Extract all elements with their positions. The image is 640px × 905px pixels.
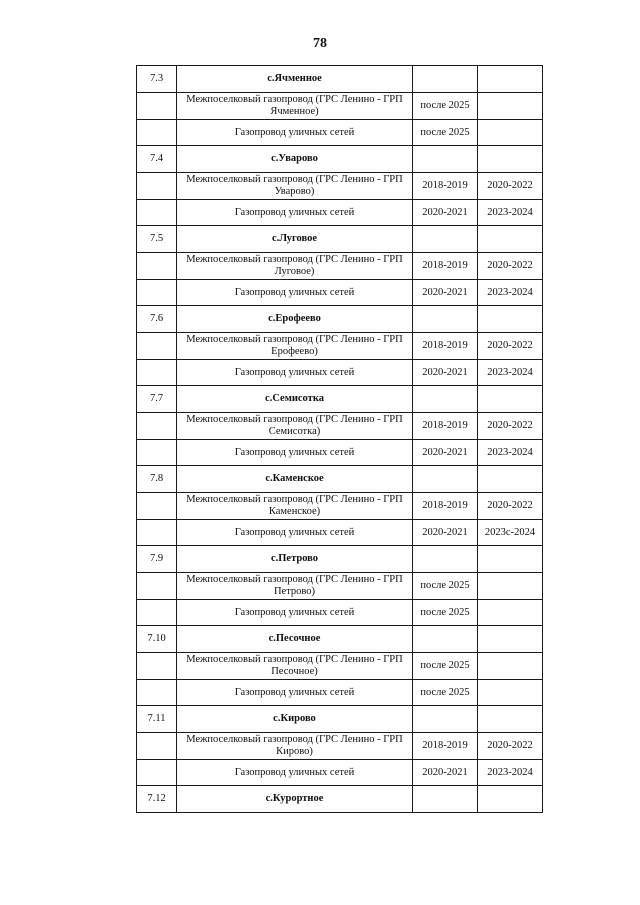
- period-b: 2020-2022: [478, 493, 543, 520]
- period-a: после 2025: [413, 93, 478, 120]
- section-header-row: [137, 626, 543, 653]
- empty-cell: [478, 146, 543, 173]
- empty-cell: [478, 226, 543, 253]
- period-b: 2023-2024: [478, 280, 543, 306]
- item-label: Газопровод уличных сетей: [177, 360, 413, 386]
- village-name: с.Песочное: [177, 626, 413, 653]
- empty-cell: [413, 226, 478, 253]
- item-label: Газопровод уличных сетей: [177, 680, 413, 706]
- table-row: [137, 360, 543, 386]
- item-label: Межпоселковый газопровод (ГРС Ленино - ГРП Песочное): [177, 653, 413, 680]
- table-row: [137, 440, 543, 466]
- empty-cell: [413, 546, 478, 573]
- empty-cell: [478, 786, 543, 813]
- table-row: [137, 120, 543, 146]
- period-b: [478, 653, 543, 680]
- empty-cell: [478, 386, 543, 413]
- table-row: [137, 600, 543, 626]
- village-name: с.Ячменное: [177, 66, 413, 93]
- period-b: 2020-2022: [478, 413, 543, 440]
- section-number: 7.9: [137, 546, 177, 573]
- period-a: после 2025: [413, 600, 478, 626]
- empty-cell: [478, 466, 543, 493]
- empty-cell: [413, 626, 478, 653]
- section-number: 7.10: [137, 626, 177, 653]
- empty-cell: [478, 546, 543, 573]
- empty-cell: [413, 306, 478, 333]
- empty-cell: [137, 733, 177, 760]
- empty-cell: [137, 573, 177, 600]
- page-number: 78: [313, 36, 327, 51]
- period-b: 2020-2022: [478, 333, 543, 360]
- empty-cell: [137, 173, 177, 200]
- period-b: 2020-2022: [478, 173, 543, 200]
- item-label: Межпоселковый газопровод (ГРС Ленино - ГРП Луговое): [177, 253, 413, 280]
- empty-cell: [413, 466, 478, 493]
- period-b: 2023-2024: [478, 760, 543, 786]
- period-a: 2018-2019: [413, 253, 478, 280]
- section-number: 7.3: [137, 66, 177, 93]
- period-a: после 2025: [413, 680, 478, 706]
- village-name: с.Семисотка: [177, 386, 413, 413]
- empty-cell: [137, 120, 177, 146]
- section-number: 7.6: [137, 306, 177, 333]
- item-label: Газопровод уличных сетей: [177, 200, 413, 226]
- empty-cell: [413, 66, 478, 93]
- empty-cell: [137, 93, 177, 120]
- period-b: [478, 680, 543, 706]
- empty-cell: [137, 333, 177, 360]
- table-body: [137, 66, 543, 813]
- period-b: [478, 120, 543, 146]
- empty-cell: [137, 280, 177, 306]
- period-b: 2023с-2024: [478, 520, 543, 546]
- table-row: [137, 733, 543, 760]
- empty-cell: [137, 493, 177, 520]
- period-a: 2018-2019: [413, 333, 478, 360]
- table-row: [137, 200, 543, 226]
- period-b: 2023-2024: [478, 440, 543, 466]
- item-label: Газопровод уличных сетей: [177, 280, 413, 306]
- period-a: 2020-2021: [413, 200, 478, 226]
- empty-cell: [137, 413, 177, 440]
- table-row: [137, 493, 543, 520]
- period-b: [478, 93, 543, 120]
- empty-cell: [137, 520, 177, 546]
- village-name: с.Каменское: [177, 466, 413, 493]
- item-label: Газопровод уличных сетей: [177, 120, 413, 146]
- empty-cell: [478, 706, 543, 733]
- empty-cell: [478, 626, 543, 653]
- section-header-row: [137, 546, 543, 573]
- period-b: 2020-2022: [478, 733, 543, 760]
- empty-cell: [413, 146, 478, 173]
- section-number: 7.5: [137, 226, 177, 253]
- empty-cell: [137, 653, 177, 680]
- empty-cell: [478, 306, 543, 333]
- table-row: [137, 333, 543, 360]
- period-a: после 2025: [413, 120, 478, 146]
- village-name: с.Курортное: [177, 786, 413, 813]
- item-label: Межпоселковый газопровод (ГРС Ленино - ГРП Петрово): [177, 573, 413, 600]
- village-name: с.Луговое: [177, 226, 413, 253]
- empty-cell: [413, 786, 478, 813]
- item-label: Межпоселковый газопровод (ГРС Ленино - ГРП Ячменное): [177, 93, 413, 120]
- period-a: 2020-2021: [413, 440, 478, 466]
- section-header-row: [137, 146, 543, 173]
- item-label: Межпоселковый газопровод (ГРС Ленино - ГРП Семисотка): [177, 413, 413, 440]
- period-b: 2020-2022: [478, 253, 543, 280]
- table-row: [137, 253, 543, 280]
- section-header-row: [137, 466, 543, 493]
- empty-cell: [478, 66, 543, 93]
- empty-cell: [413, 706, 478, 733]
- section-header-row: [137, 386, 543, 413]
- item-label: Межпоселковый газопровод (ГРС Ленино - ГРП Ерофеево): [177, 333, 413, 360]
- item-label: Межпоселковый газопровод (ГРС Ленино - ГРП Уварово): [177, 173, 413, 200]
- section-header-row: [137, 66, 543, 93]
- item-label: Межпоселковый газопровод (ГРС Ленино - ГРП Кирово): [177, 733, 413, 760]
- item-label: Газопровод уличных сетей: [177, 760, 413, 786]
- period-a: после 2025: [413, 573, 478, 600]
- empty-cell: [137, 600, 177, 626]
- table-row: [137, 93, 543, 120]
- village-name: с.Кирово: [177, 706, 413, 733]
- section-number: 7.7: [137, 386, 177, 413]
- item-label: Газопровод уличных сетей: [177, 520, 413, 546]
- table-row: [137, 653, 543, 680]
- empty-cell: [137, 680, 177, 706]
- period-a: 2020-2021: [413, 280, 478, 306]
- period-a: 2018-2019: [413, 493, 478, 520]
- item-label: Газопровод уличных сетей: [177, 600, 413, 626]
- table-row: [137, 173, 543, 200]
- item-label: Газопровод уличных сетей: [177, 440, 413, 466]
- table-row: [137, 573, 543, 600]
- period-a: 2018-2019: [413, 173, 478, 200]
- empty-cell: [137, 440, 177, 466]
- section-number: 7.4: [137, 146, 177, 173]
- period-b: [478, 600, 543, 626]
- empty-cell: [137, 200, 177, 226]
- section-header-row: [137, 226, 543, 253]
- section-number: 7.11: [137, 706, 177, 733]
- table-row: [137, 760, 543, 786]
- empty-cell: [137, 760, 177, 786]
- section-number: 7.8: [137, 466, 177, 493]
- period-b: 2023-2024: [478, 360, 543, 386]
- table-row: [137, 680, 543, 706]
- table-row: [137, 280, 543, 306]
- empty-cell: [413, 386, 478, 413]
- empty-cell: [137, 360, 177, 386]
- item-label: Межпоселковый газопровод (ГРС Ленино - ГРП Каменское): [177, 493, 413, 520]
- period-a: 2020-2021: [413, 520, 478, 546]
- period-a: 2020-2021: [413, 760, 478, 786]
- village-name: с.Петрово: [177, 546, 413, 573]
- village-name: с.Ерофеево: [177, 306, 413, 333]
- period-b: 2023-2024: [478, 200, 543, 226]
- empty-cell: [137, 253, 177, 280]
- section-number: 7.12: [137, 786, 177, 813]
- period-a: после 2025: [413, 653, 478, 680]
- village-name: с.Уварово: [177, 146, 413, 173]
- section-header-row: [137, 306, 543, 333]
- period-a: 2018-2019: [413, 413, 478, 440]
- period-a: 2020-2021: [413, 360, 478, 386]
- period-b: [478, 573, 543, 600]
- period-a: 2018-2019: [413, 733, 478, 760]
- section-header-row: [137, 706, 543, 733]
- gas-pipeline-schedule-table: [136, 65, 543, 813]
- table-row: [137, 413, 543, 440]
- table-row: [137, 520, 543, 546]
- section-header-row: [137, 786, 543, 813]
